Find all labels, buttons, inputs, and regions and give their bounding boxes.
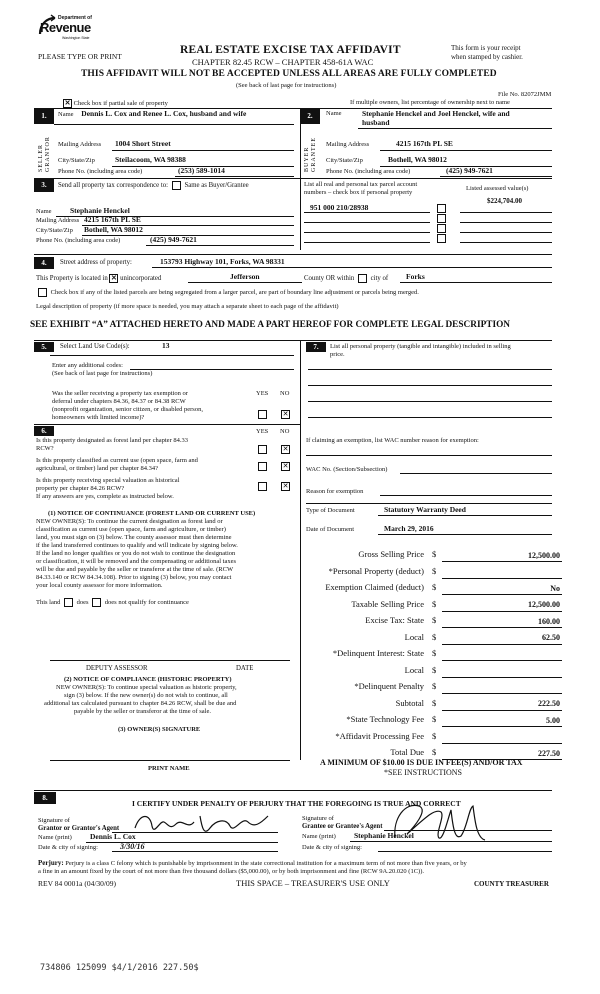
grantor-name-label: Name (print) [38, 834, 72, 841]
parcel-2-personal-checkbox[interactable] [437, 214, 446, 223]
section-6-number: 6. [34, 426, 54, 436]
notice-continuance-line-2: classification as current use (open space, farm and agriculture, or timber) [36, 526, 226, 533]
grantee-name[interactable]: Stephanie Henckel [354, 831, 414, 840]
document-date[interactable]: March 29, 2016 [384, 524, 434, 533]
parcel-1-personal-checkbox[interactable] [437, 204, 446, 213]
notice-compliance-line-4: payable by the seller or transferor at the time of sale. [74, 708, 211, 715]
logo-revenue-text: Revenue [40, 20, 91, 35]
totals-row-label: Total Due [390, 747, 424, 757]
corr-mailing[interactable]: 4215 167th PL SE [84, 215, 141, 224]
see-back-note: (See back of last page for instructions) [236, 82, 337, 89]
partial-sale-row [63, 99, 168, 108]
section-4-number: 4. [34, 257, 54, 269]
grantor-sig-label-2: Grantor or Grantor's Agent [38, 825, 120, 832]
totals-row-underline [442, 693, 562, 694]
totals-row-label: *Personal Property (deduct) [328, 565, 424, 576]
this-land-label: This land [36, 598, 61, 606]
totals-row-underline [442, 611, 562, 612]
buyer-mailing[interactable]: 4215 167th PL SE [396, 139, 453, 148]
qualify-row [36, 598, 189, 607]
historic-question-1: Is this property receiving special valuation as historical [36, 477, 180, 484]
section-3-number: 3. [34, 178, 54, 192]
assessed-value[interactable]: $224,704.00 [487, 197, 522, 205]
form-title: REAL ESTATE EXCISE TAX AFFIDAVIT [180, 44, 401, 56]
perjury-text-1: Perjury is a class C felony which is punishable by imprisonment in the state correctional institution for a maximum term of not more than five years, or by [65, 860, 467, 867]
historic-question-2: property per chapter 84.26 RCW? [36, 485, 125, 492]
current-use-question-1: Is this property classified as current use (open space, farm and [36, 457, 198, 464]
s6-no-header: NO [280, 428, 290, 435]
totals-row-label: *Delinquent Penalty [354, 681, 424, 691]
seller-mailing[interactable]: 1004 Short Street [115, 139, 171, 148]
partial-sale-checkbox[interactable]: ✕ [64, 99, 71, 107]
seller-name-row [58, 110, 294, 122]
parcel-number[interactable]: 951 000 210/28938 [310, 203, 369, 212]
totals-row-underline [442, 660, 562, 661]
land-does-not-checkbox[interactable] [92, 598, 101, 607]
totals-row-dollar: $ [432, 549, 437, 559]
legal-description-label: Legal description of property (if more space is needed, you may attach a separate sheet to each page of the affidavit) [36, 303, 339, 310]
certify-statement: I CERTIFY UNDER PENALTY OF PERJURY THAT THE FOREGOING IS TRUE AND CORRECT [132, 799, 461, 808]
totals-row-value[interactable]: 12,500.00 [528, 600, 560, 609]
notice-compliance-line-1: NEW OWNER(S): To continue special valuation as historic property, [56, 684, 237, 691]
buyer-phone-label: Phone No. (including area code) [326, 168, 411, 175]
notice-continuance-line-6: or classification, it will be removed and the compensating or additional taxes [36, 558, 236, 565]
county-or-label: County OR within [304, 275, 355, 283]
totals-row-dollar: $ [432, 631, 437, 642]
totals-row-dollar: $ [432, 648, 437, 658]
grantee-sig-label-1: Signature of [302, 815, 334, 822]
owner-signature-label: (3) OWNER(S) SIGNATURE [118, 726, 201, 733]
totals-row-label: Subtotal [395, 697, 424, 708]
notice-compliance-title: (2) NOTICE OF COMPLIANCE (HISTORIC PROPERTY) [64, 676, 232, 683]
partial-sale-label: Check box if partial sale of property [73, 99, 168, 107]
county-treasurer-label: COUNTY TREASURER [474, 880, 549, 888]
same-as-buyer-label: Same as Buyer/Grantee [184, 182, 249, 190]
notice-continuance-line-9: your local county assessor for more information. [36, 582, 163, 589]
county-or-within [304, 274, 388, 283]
cashier-stamp: 734806 125099 $4/1/2016 227.50$ [40, 963, 199, 973]
s5-yes-header: YES [256, 390, 269, 397]
property-street-address[interactable]: 153793 Highway 101, Forks, WA 98331 [160, 257, 285, 266]
corr-name[interactable]: Stephanie Henckel [70, 206, 130, 215]
grantor-date-label: Date & city of signing: [38, 844, 98, 851]
print-name-label: PRINT NAME [148, 765, 190, 772]
totals-row-value[interactable]: 222.50 [538, 699, 560, 708]
file-number: File No. 82072JMM [498, 91, 552, 98]
section-1-number: 1. [34, 108, 54, 124]
doc-date-label: Date of Document [306, 526, 355, 533]
historic-yes-checkbox[interactable] [258, 482, 267, 491]
buyer-name-label: Name [326, 110, 342, 117]
totals-row-underline [442, 561, 562, 562]
totals-row-label: Excise Tax: State [365, 615, 424, 625]
grantor-name[interactable]: Dennis L. Cox [90, 832, 136, 841]
totals-row-value[interactable]: 62.50 [542, 633, 560, 642]
minimum-fee-see: *SEE INSTRUCTIONS [384, 768, 463, 777]
forest-question-2: RCW? [36, 445, 54, 452]
located-prefix: This Property is located in [36, 275, 108, 283]
buyer-city[interactable]: Bothell, WA 98012 [388, 155, 447, 164]
unincorporated-checkbox[interactable]: ✕ [111, 274, 117, 282]
totals-row-dollar: $ [432, 730, 437, 741]
deputy-date-label: DATE [236, 665, 254, 672]
multiple-owners-note: If multiple owners, list percentage of ownership next to name [350, 99, 510, 106]
additional-codes-label: Enter any additional codes: [52, 362, 123, 369]
totals-row-dollar: $ [432, 582, 437, 592]
totals-row-value[interactable]: 160.00 [538, 616, 560, 626]
totals-row-underline [442, 677, 562, 678]
seller-mailing-label: Mailing Address [58, 141, 102, 148]
totals-row-label: *Delinquent Interest: State [332, 648, 424, 658]
section-7-number: 7. [306, 342, 326, 352]
corr-city[interactable]: Bothell, WA 98012 [84, 225, 143, 234]
totals-row-value[interactable]: 5.00 [546, 715, 560, 725]
notice-compliance-line-3: additional tax calculated pursuant to chapter 84.26 RCW, shall be due and [44, 700, 237, 707]
doc-type-label: Type of Document [306, 507, 355, 514]
grantor-signature-icon [130, 808, 280, 838]
perjury-text-2: a fine in an amount fixed by the court of not more than five thousand dollars ($5,000.00), or by both imprisonment and fine (RCW 9A.20.020 (1C)). [38, 868, 425, 875]
rev-form-number: REV 84 0001a (04/30/09) [38, 879, 116, 888]
segregated-row [36, 288, 419, 297]
seller-city[interactable]: Steilacoom, WA 98388 [115, 155, 186, 164]
totals-row-label: Gross Selling Price [358, 549, 424, 559]
corr-phone-label: Phone No. (including area code) [36, 237, 121, 244]
totals-row-label: *State Technology Fee [346, 714, 424, 724]
notice-continuance-line-7: will be due and payable by the seller or transferor at the time of sale. (RCW [36, 566, 234, 573]
minimum-fee-notice: A MINIMUM OF $10.00 IS DUE IN FEE(S) AND/OR TAX [320, 758, 523, 767]
land-use-label: Select Land Use Code(s): [60, 343, 130, 350]
totals-row-value[interactable]: No [550, 583, 560, 593]
receipt-note-1: This form is your receipt [451, 44, 521, 52]
totals-row-underline [442, 710, 562, 711]
grantor-date[interactable]: 3/30/16 [120, 842, 145, 851]
totals-row-dollar: $ [432, 615, 437, 625]
notice-continuance-title: (1) NOTICE OF CONTINUANCE (FOREST LAND OR CURRENT USE) [48, 510, 256, 517]
section-5-number: 5. [34, 342, 54, 352]
buyer-city-label: City/State/Zip [326, 157, 363, 164]
grantee-date-label: Date & city of signing: [302, 844, 362, 851]
totals-row-underline [442, 644, 562, 645]
personal-property-label-1: List all personal property (tangible and intangible) included in selling [330, 343, 511, 350]
forest-no-checkbox[interactable]: ✕ [282, 445, 289, 453]
notice-continuance-line-3: land, you must sign on (3) below. The county assessor must then determine [36, 534, 232, 541]
document-type[interactable]: Statutory Warranty Deed [384, 505, 466, 514]
totals-row-dollar: $ [432, 565, 437, 576]
property-location-row [36, 274, 161, 283]
buyer-phone[interactable]: (425) 949-7621 [446, 166, 493, 175]
totals-row-underline [442, 594, 562, 595]
totals-row-value[interactable]: 227.50 [538, 748, 560, 758]
city-of-label: city of [370, 275, 389, 283]
notice-continuance-line-1: NEW OWNER(S): To continue the current designation as forest land or [36, 518, 223, 525]
perjury-line-1 [38, 859, 467, 867]
seller-name-label: Name [58, 111, 74, 118]
within-city-checkbox[interactable] [358, 274, 367, 283]
notice-continuance-line-8: 84.33.140 or RCW 84.34.108). Prior to signing (3) below, you may contact [36, 574, 232, 581]
parcel-label-1: List all real and personal tax parcel account [304, 181, 418, 188]
buyer-side-label: BUYER GRANTEE [304, 137, 317, 172]
historic-no-checkbox[interactable]: ✕ [282, 482, 289, 490]
parcel-4-personal-checkbox[interactable] [437, 234, 446, 243]
unincorporated-label: unincorporated [120, 275, 162, 283]
parcel-3-personal-checkbox[interactable] [437, 224, 446, 233]
exemption-question-1: Was the seller receiving a property tax exemption or [52, 390, 188, 397]
s5-exemption-yes-checkbox[interactable] [258, 410, 267, 419]
please-type: PLEASE TYPE OR PRINT [38, 52, 122, 61]
reason-exemption-label: Reason for exemption [306, 488, 364, 495]
totals-row-value[interactable]: 12,500.00 [528, 550, 560, 560]
land-use-code[interactable]: 13 [162, 341, 170, 350]
totals-row-dollar: $ [432, 714, 437, 724]
totals-row-dollar: $ [432, 681, 437, 691]
grantee-name-label: Name (print) [302, 833, 336, 840]
notice-continuance-line-5: If the land no longer qualifies or you do not wish to continue the designation [36, 550, 236, 557]
form-subtitle: CHAPTER 82.45 RCW – CHAPTER 458-61A WAC [192, 57, 374, 67]
grantor-signature[interactable] [130, 808, 280, 838]
notice-continuance-line-4: if the land transferred continues to qualify and will indicate by signing below. [36, 542, 238, 549]
s6-yes-header: YES [256, 428, 269, 435]
grantee-sig-label-2: Grantee or Grantee's Agent [302, 823, 383, 830]
buyer-mailing-label: Mailing Address [326, 141, 370, 148]
current-use-question-2: agricultural, or timber) land per chapter 84.34? [36, 465, 159, 472]
tax-correspondence-label: Send all property tax correspondence to: [58, 182, 169, 190]
seller-phone[interactable]: (253) 589-1014 [178, 166, 225, 175]
current-use-no-checkbox[interactable]: ✕ [282, 462, 289, 470]
corr-mailing-label: Mailing Address [36, 217, 80, 224]
totals-row-underline [442, 578, 562, 579]
grantor-sig-label-1: Signature of [38, 817, 70, 824]
buyer-name-line-2[interactable]: husband [362, 118, 390, 127]
totals-row-label: Exemption Claimed (deduct) [325, 582, 424, 592]
exemption-question-4: homeowners with limited income)? [52, 414, 145, 421]
totals-row-underline [442, 627, 562, 628]
seller-phone-label: Phone No. (including area code) [58, 168, 143, 175]
does-not-label: does not qualify for continuance [104, 598, 189, 606]
totals-row-dollar: $ [432, 697, 437, 708]
deputy-assessor-label: DEPUTY ASSESSOR [86, 665, 148, 672]
wac-number-label: WAC No. (Section/Subsection) [306, 466, 388, 473]
totals-row-dollar: $ [432, 598, 437, 609]
totals-row-dollar: $ [432, 747, 437, 757]
corr-city-label: City/State/Zip [36, 227, 73, 234]
segregated-label: Check box if any of the listed parcels are being segregated from a larger parcel, are part of boundary line adjustment or parcels being merged. [50, 288, 419, 296]
totals-row-label: Local [404, 664, 424, 675]
seller-city-label: City/State/Zip [58, 157, 95, 164]
corr-phone[interactable]: (425) 949-7621 [150, 235, 197, 244]
segregated-checkbox[interactable] [38, 288, 47, 297]
buyer-name-line-1[interactable]: Stephanie Henckel and Joel Henckel, wife and [362, 109, 510, 118]
personal-property-label-2: price. [330, 351, 345, 358]
notice-compliance-line-2: sign (3) below. If the new owner(s) do not wish to continue, all [64, 692, 228, 699]
land-does-checkbox[interactable] [64, 598, 73, 607]
exemption-question-2: deferral under chapters 84.36, 84.37 or 84.38 RCW [52, 398, 186, 405]
treasurer-use-only: THIS SPACE – TREASURER'S USE ONLY [236, 878, 390, 888]
s5-no-header: NO [280, 390, 290, 397]
logo-dept-text: Department of [58, 15, 92, 21]
receipt-note-2: when stamped by cashier. [451, 53, 523, 61]
s5-exemption-no-checkbox[interactable]: ✕ [282, 410, 289, 418]
totals-row-label: *Affidavit Processing Fee [335, 730, 424, 741]
parcel-label-2: numbers – check box if personal property [304, 189, 413, 196]
seller-side-label: SELLER GRANTOR [38, 136, 51, 172]
totals-row-dollar: $ [432, 664, 437, 675]
totals-row-underline [442, 743, 562, 744]
street-address-label: Street address of property: [60, 259, 132, 266]
exemption-question-3: (nonprofit organization, senior citizen, or disabled person, [52, 406, 203, 413]
assessed-label: Listed assessed value(s) [466, 185, 529, 192]
exhibit-a-notice: SEE EXHIBIT “A” ATTACHED HERETO AND MADE A PART HEREOF FOR COMPLETE LEGAL DESCRIPTION [30, 320, 511, 330]
same-as-buyer-checkbox[interactable] [172, 181, 181, 190]
perjury-label: Perjury: [38, 859, 64, 867]
section-8-number: 8. [34, 792, 56, 804]
current-use-yes-checkbox[interactable] [258, 462, 267, 471]
logo-state-text: Washington State [62, 36, 90, 40]
land-use-see-back: (See back of last page for instructions) [52, 370, 153, 377]
property-city[interactable]: Forks [406, 272, 425, 281]
tax-correspondence-row [58, 181, 249, 190]
totals-row-label: Taxable Selling Price [351, 598, 424, 609]
exemption-wac-label: If claiming an exemption, list WAC number reason for exemption: [306, 437, 479, 444]
warning-banner: THIS AFFIDAVIT WILL NOT BE ACCEPTED UNLESS ALL AREAS ARE FULLY COMPLETED [81, 69, 497, 79]
corr-name-label: Name [36, 208, 52, 215]
property-county[interactable]: Jefferson [230, 272, 260, 281]
totals-row-underline [442, 726, 562, 727]
seller-name[interactable]: Dennis L. Cox and Renee L. Cox, husband and wife [81, 109, 247, 118]
forest-yes-checkbox[interactable] [258, 445, 267, 454]
forest-question-1: Is this property designated as forest land per chapter 84.33 [36, 437, 188, 444]
totals-row-label: Local [404, 631, 424, 642]
does-label: does [76, 598, 89, 606]
section-2-number: 2. [300, 108, 320, 124]
answers-yes-note: If any answers are yes, complete as instructed below. [36, 493, 174, 500]
